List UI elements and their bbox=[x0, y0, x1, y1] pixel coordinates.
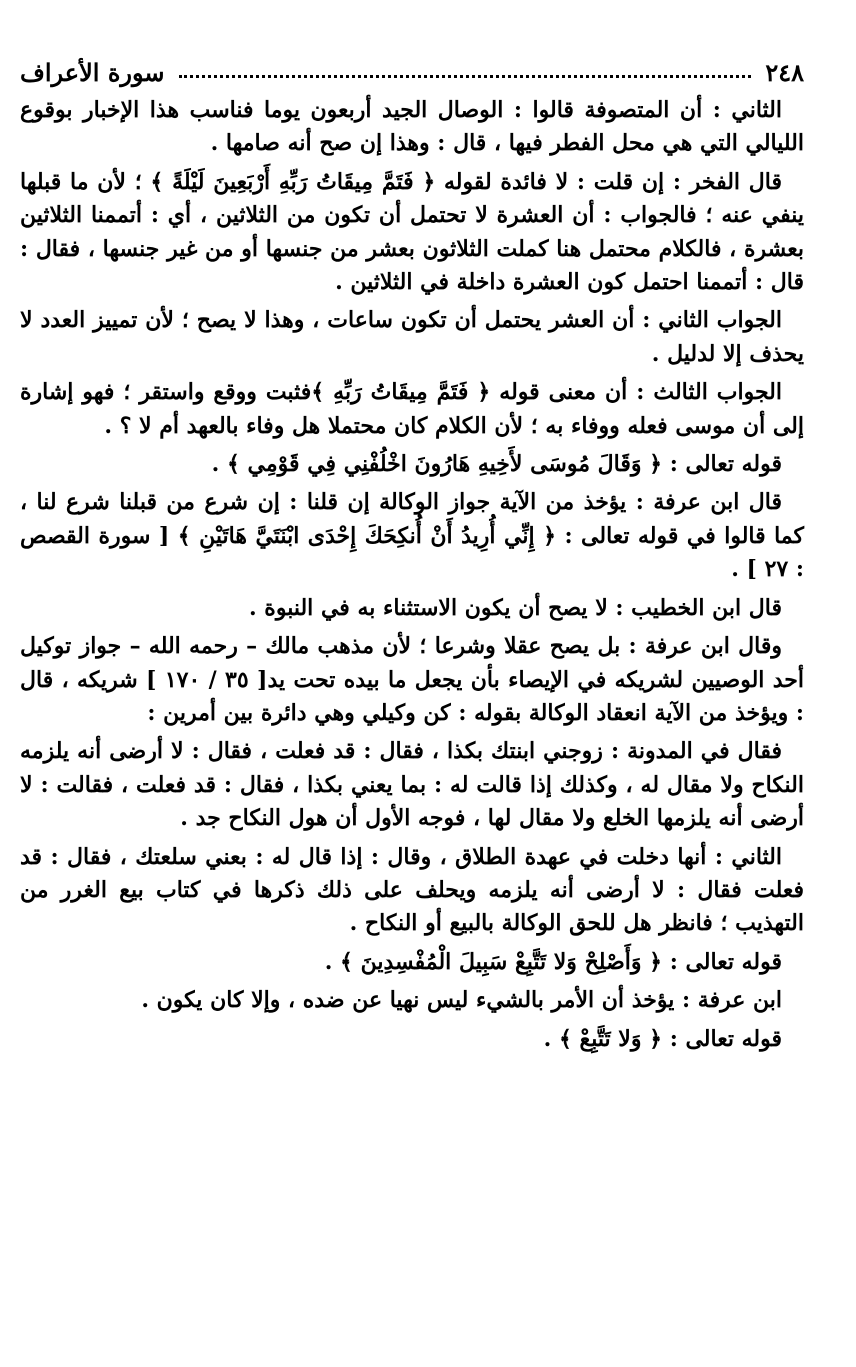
paragraph: الثاني : أن المتصوفة قالوا : الوصال الجيد أربعون يوما فناسب هذا الإخبار بوقوع الليالي التي هي محل الفطر فيها ، قال : وهذا إن صح أنه صامها . bbox=[20, 97, 804, 157]
paragraph: فقال في المدونة : زوجني ابنتك بكذا ، فقال : قد فعلت ، فقال : لا أرضى أنه يلزمه النكاح ولا مقال له ، وكذلك إذا قالت له : بما يعني بكذا ، فقال : قد فعلت ، فقالت : لا أرضى أنه يلزمها الخلع ولا مقال لها ، فوجه الأول أن هول النكاح جد . bbox=[20, 738, 804, 832]
header-dotted-leader bbox=[179, 75, 752, 78]
page-body bbox=[20, 94, 804, 1056]
paragraph: قوله تعالى : ﴿ وَقَالَ مُوسَى لأَخِيهِ هَارُونَ اخْلُفْنِي فِي قَوْمِي ﴾ . bbox=[211, 451, 782, 478]
book-page bbox=[20, 52, 804, 1312]
surah-title: سورة الأعراف bbox=[20, 57, 165, 87]
paragraph: قوله تعالى : ﴿ وَلا تَتَّبِعْ ﴾ . bbox=[543, 1025, 782, 1052]
paragraph: الثاني : أنها دخلت في عهدة الطلاق ، وقال : إذا قال له : بعني سلعتك ، فقال : قد فعلت فقال : لا أرضى أنه يلزمه ويحلف على ذلك ذكرها في كتاب بيع الغرر من التهذيب ؛ فانظر هل للحق الوكالة بالبيع أو النكاح . bbox=[20, 843, 804, 937]
page-number: ٢٤٨ bbox=[765, 57, 804, 87]
paragraph: قال ابن الخطيب : لا يصح أن يكون الاستثناء به في النبوة . bbox=[248, 594, 782, 621]
paragraph: قال ابن عرفة : يؤخذ من الآية جواز الوكالة إن قلنا : إن شرع من قبلنا شرع لنا ، كما قالوا في قوله تعالى : ﴿ إِنِّي أُرِيدُ أَنْ أُنكِحَكَ إِحْدَى ابْنَتَيَّ هَاتَيْنِ ﴾ [ سورة القصص : ٢٧ ] . bbox=[20, 489, 804, 583]
paragraph: قوله تعالى : ﴿ وَأَصْلِحْ وَلا تَتَّبِعْ سَبِيلَ الْمُفْسِدِينَ ﴾ . bbox=[324, 948, 782, 975]
paragraph: ابن عرفة : يؤخذ أن الأمر بالشيء ليس نهيا عن ضده ، وإلا كان يكون . bbox=[141, 987, 782, 1014]
paragraph: الجواب الثاني : أن العشر يحتمل أن تكون ساعات ، وهذا لا يصح ؛ لأن تمييز العدد لا يحذف إلا لدليل . bbox=[20, 307, 804, 367]
paragraph: قال الفخر : إن قلت : لا فائدة لقوله ﴿ فَتَمَّ مِيقَاتُ رَبِّهِ أَرْبَعِينَ لَيْلَةً ﴾ ؛ لأن ما قبلها ينفي عنه ؛ فالجواب : أن العشرة لا تحتمل أن تكون من الثلاثين ، أي : أتممنا الثلاثين بعشرة ، فالكلام محتمل هنا كملت الثلاثون بعشر من جنسها أو من غير جنسها ، فقال : قال : أتممنا احتمل كون العشرة داخلة في الثلاثين . bbox=[20, 168, 804, 296]
paragraph: وقال ابن عرفة : بل يصح عقلا وشرعا ؛ لأن مذهب مالك – رحمه الله – جواز توكيل أحد الوصيين لشريكه في الإيصاء بأن يجعل ما بيده تحت يد[ ٣٥ / ١٧٠ ] شريكه ، قال : ويؤخذ من الآية انعقاد الوكالة بقوله : كن وكيلي وهي دائرة بين أمرين : bbox=[20, 633, 805, 726]
page-header bbox=[20, 52, 804, 92]
paragraph: الجواب الثالث : أن معنى قوله ﴿ فَتَمَّ مِيقَاتُ رَبِّهِ ﴾فثبت ووقع واستقر ؛ فهو إشارة إلى أن موسى فعله ووفاء به ؛ لأن الكلام كان محتملا هل وفاء بالعهد أم لا ؟ . bbox=[20, 379, 804, 439]
